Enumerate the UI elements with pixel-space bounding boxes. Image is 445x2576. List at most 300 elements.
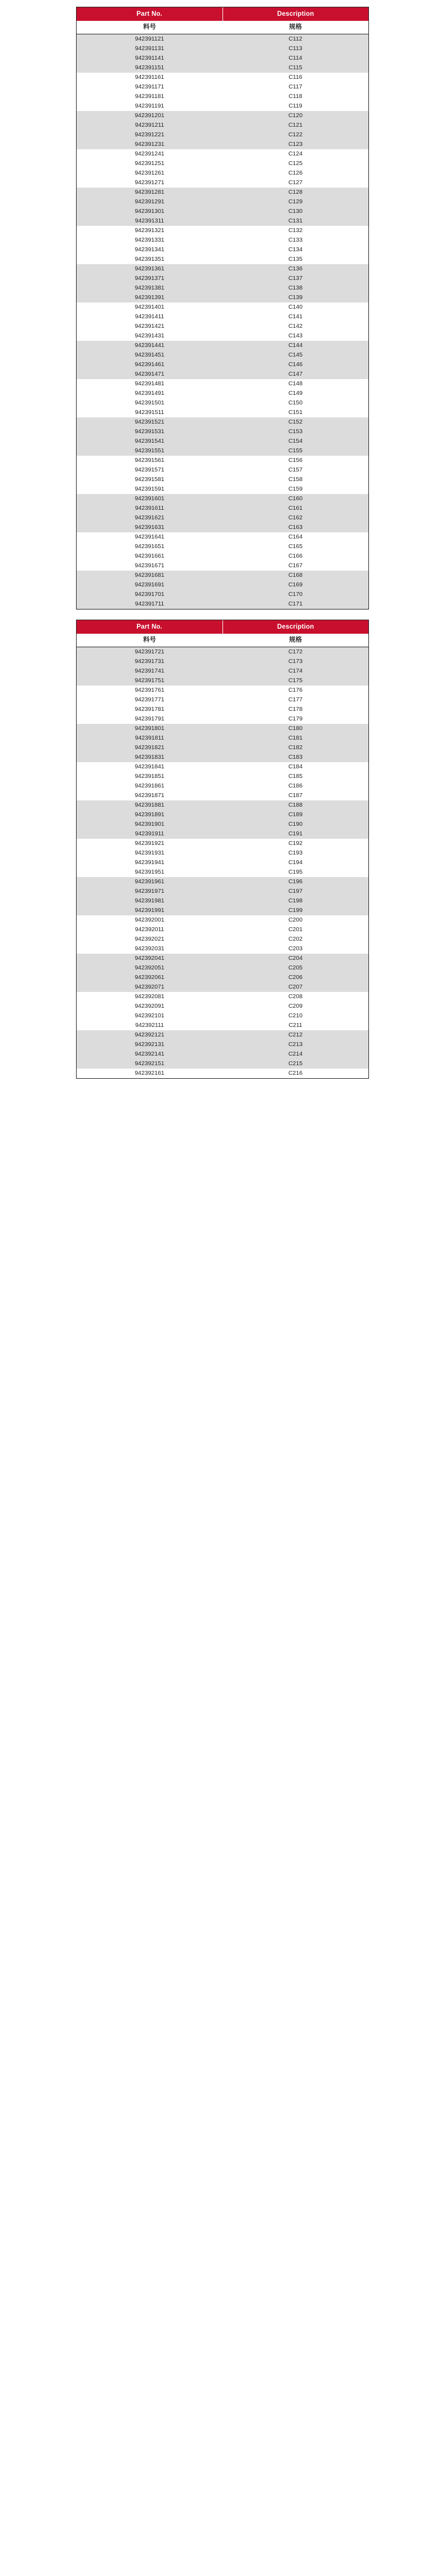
cell-part-no: 942391761 [77,686,222,695]
cell-description: C208 [222,992,368,1002]
table-row [77,389,368,398]
table-row [77,475,368,484]
table-row [77,513,368,523]
cell-part-no: 942391991 [77,906,222,915]
cell-part-no: 942391181 [77,92,222,101]
cell-part-no: 942391741 [77,666,222,676]
cell-part-no: 942391531 [77,427,222,437]
tables-container [0,7,445,1079]
cell-part-no: 942391511 [77,408,222,417]
cell-part-no: 942391231 [77,140,222,149]
table-row [77,695,368,705]
table-row [77,887,368,896]
document-page [0,0,445,1100]
cell-part-no: 942391411 [77,312,222,322]
cell-part-no: 942391781 [77,705,222,714]
cell-description: C182 [222,743,368,753]
table-row [77,379,368,389]
cell-description: C173 [222,657,368,666]
table-row [77,322,368,331]
cell-part-no: 942392071 [77,982,222,992]
cell-description: C201 [222,925,368,935]
cell-description: C192 [222,839,368,848]
table-row [77,226,368,235]
cell-description: C199 [222,906,368,915]
cell-part-no: 942391121 [77,34,222,45]
cell-description: C154 [222,437,368,446]
cell-description: C159 [222,484,368,494]
cell-part-no: 942392111 [77,1021,222,1030]
cell-description: C134 [222,245,368,255]
cell-part-no: 942391391 [77,293,222,302]
cell-part-no: 942391241 [77,149,222,159]
parts-table [77,7,368,609]
cell-part-no: 942391301 [77,207,222,216]
cell-part-no: 942391851 [77,772,222,781]
table-row [77,992,368,1002]
cell-description: C209 [222,1002,368,1011]
cell-part-no: 942391831 [77,753,222,762]
table-row [77,580,368,590]
cell-part-no: 942391491 [77,389,222,398]
cell-part-no: 942391401 [77,302,222,312]
cell-description: C172 [222,647,368,657]
column-header-part-no: Part No. [77,620,222,634]
cell-description: C170 [222,590,368,599]
table-row [77,1059,368,1069]
cell-description: C195 [222,867,368,877]
cell-description: C153 [222,427,368,437]
parts-table [77,620,368,1078]
cell-description: C169 [222,580,368,590]
cell-description: C140 [222,302,368,312]
table-row [77,63,368,73]
cell-description: C147 [222,370,368,379]
cell-part-no: 942391961 [77,877,222,887]
cell-description: C115 [222,63,368,73]
table-row [77,542,368,551]
table-row [77,1049,368,1059]
cell-description: C113 [222,44,368,54]
cell-description: C200 [222,915,368,925]
cell-part-no: 942391941 [77,858,222,867]
table-row [77,571,368,580]
table-row [77,465,368,475]
cell-part-no: 942391151 [77,63,222,73]
cell-part-no: 942391901 [77,820,222,829]
table-row [77,762,368,772]
cell-part-no: 942391271 [77,178,222,188]
table-row [77,398,368,408]
cell-part-no: 942392041 [77,954,222,963]
cell-description: C142 [222,322,368,331]
cell-part-no: 942391811 [77,733,222,743]
table-row [77,159,368,168]
cell-description: C133 [222,235,368,245]
cell-description: C191 [222,829,368,839]
cell-description: C155 [222,446,368,456]
table-row [77,733,368,743]
table-row [77,1011,368,1021]
cell-description: C176 [222,686,368,695]
cell-part-no: 942392131 [77,1040,222,1049]
cell-description: C194 [222,858,368,867]
cell-part-no: 942392011 [77,925,222,935]
cell-part-no: 942391571 [77,465,222,475]
cell-description: C164 [222,532,368,542]
cell-description: C114 [222,54,368,63]
table-row [77,130,368,140]
table-row [77,197,368,207]
table-row [77,810,368,820]
table-row [77,705,368,714]
table-row [77,302,368,312]
cell-description: C196 [222,877,368,887]
table-row [77,140,368,149]
cell-part-no: 942391971 [77,887,222,896]
cell-description: C120 [222,111,368,121]
cell-description: C197 [222,887,368,896]
table-row [77,274,368,283]
cell-description: C122 [222,130,368,140]
cell-part-no: 942391631 [77,523,222,532]
table-subheader-row [77,634,368,647]
cell-part-no: 942391861 [77,781,222,791]
table-row [77,1069,368,1078]
table-row [77,255,368,264]
table-row [77,54,368,63]
cell-description: C143 [222,331,368,341]
cell-part-no: 942392021 [77,935,222,944]
table-row [77,686,368,695]
cell-part-no: 942391461 [77,360,222,370]
cell-description: C152 [222,417,368,427]
cell-description: C137 [222,274,368,283]
cell-part-no: 942391291 [77,197,222,207]
table-row [77,915,368,925]
cell-description: C187 [222,791,368,800]
table-header-row [77,7,368,21]
cell-description: C139 [222,293,368,302]
table-row [77,34,368,45]
cell-description: C175 [222,676,368,686]
table-header-row [77,620,368,634]
cell-part-no: 942391421 [77,322,222,331]
table-row [77,188,368,197]
cell-description: C145 [222,350,368,360]
cell-part-no: 942391321 [77,226,222,235]
cell-part-no: 942391281 [77,188,222,197]
column-header-description: Description [222,7,368,21]
cell-description: C213 [222,1040,368,1049]
cell-part-no: 942391431 [77,331,222,341]
cell-part-no: 942392121 [77,1030,222,1040]
cell-description: C131 [222,216,368,226]
cell-part-no: 942391791 [77,714,222,724]
cell-part-no: 942391981 [77,896,222,906]
cell-part-no: 942391621 [77,513,222,523]
cell-part-no: 942391921 [77,839,222,848]
cell-description: C117 [222,82,368,92]
cell-part-no: 942391841 [77,762,222,772]
cell-part-no: 942391711 [77,599,222,609]
cell-description: C188 [222,800,368,810]
cell-description: C126 [222,168,368,178]
cell-description: C214 [222,1049,368,1059]
table-row [77,264,368,274]
cell-part-no: 942391541 [77,437,222,446]
cell-description: C165 [222,542,368,551]
cell-part-no: 942392001 [77,915,222,925]
cell-part-no: 942391341 [77,245,222,255]
column-subheader-description: 规格 [222,21,368,34]
table-row [77,714,368,724]
parts-table-2 [76,620,369,1079]
cell-description: C211 [222,1021,368,1030]
table-row [77,484,368,494]
table-row [77,590,368,599]
cell-description: C185 [222,772,368,781]
table-row [77,360,368,370]
cell-description: C158 [222,475,368,484]
cell-description: C205 [222,963,368,973]
cell-description: C118 [222,92,368,101]
cell-part-no: 942391581 [77,475,222,484]
cell-part-no: 942391611 [77,504,222,513]
table-row [77,417,368,427]
table-row [77,235,368,245]
table-row [77,867,368,877]
table-row [77,1030,368,1040]
table-row [77,331,368,341]
cell-part-no: 942391931 [77,848,222,858]
table-row [77,963,368,973]
table-row [77,82,368,92]
cell-description: C135 [222,255,368,264]
cell-description: C129 [222,197,368,207]
cell-description: C148 [222,379,368,389]
cell-description: C149 [222,389,368,398]
cell-part-no: 942391131 [77,44,222,54]
cell-part-no: 942391681 [77,571,222,580]
cell-description: C166 [222,551,368,561]
table-row [77,437,368,446]
cell-part-no: 942391721 [77,647,222,657]
table-row [77,791,368,800]
cell-description: C183 [222,753,368,762]
table-row [77,73,368,82]
table-row [77,551,368,561]
cell-description: C163 [222,523,368,532]
cell-part-no: 942392091 [77,1002,222,1011]
cell-description: C160 [222,494,368,504]
cell-part-no: 942391801 [77,724,222,733]
cell-part-no: 942391521 [77,417,222,427]
cell-description: C125 [222,159,368,168]
table-row [77,973,368,982]
table-row [77,829,368,839]
table-row [77,293,368,302]
cell-description: C215 [222,1059,368,1069]
table-row [77,532,368,542]
cell-description: C141 [222,312,368,322]
cell-description: C167 [222,561,368,571]
cell-part-no: 942391671 [77,561,222,571]
cell-part-no: 942391601 [77,494,222,504]
cell-part-no: 942391371 [77,274,222,283]
table-subheader-row [77,21,368,34]
column-subheader-part-no: 料号 [77,634,222,647]
table-row [77,925,368,935]
cell-description: C146 [222,360,368,370]
cell-part-no: 942391161 [77,73,222,82]
table-row [77,935,368,944]
cell-part-no: 942391751 [77,676,222,686]
table-row [77,561,368,571]
table-row [77,666,368,676]
cell-description: C207 [222,982,368,992]
table-row [77,1040,368,1049]
table-row [77,647,368,657]
cell-description: C157 [222,465,368,475]
cell-part-no: 942391201 [77,111,222,121]
cell-part-no: 942391171 [77,82,222,92]
cell-description: C202 [222,935,368,944]
cell-part-no: 942391261 [77,168,222,178]
cell-description: C204 [222,954,368,963]
cell-description: C216 [222,1069,368,1078]
parts-table-1 [76,7,369,609]
table-row [77,954,368,963]
table-row [77,456,368,465]
cell-description: C156 [222,456,368,465]
table-row [77,44,368,54]
cell-part-no: 942392061 [77,973,222,982]
cell-part-no: 942391141 [77,54,222,63]
table-row [77,1021,368,1030]
cell-part-no: 942391251 [77,159,222,168]
cell-description: C179 [222,714,368,724]
column-header-description: Description [222,620,368,634]
cell-description: C151 [222,408,368,417]
cell-description: C177 [222,695,368,705]
cell-description: C190 [222,820,368,829]
cell-part-no: 942391351 [77,255,222,264]
table-row [77,724,368,733]
table-row [77,350,368,360]
cell-part-no: 942392081 [77,992,222,1002]
cell-part-no: 942391701 [77,590,222,599]
table-row [77,1002,368,1011]
cell-part-no: 942391441 [77,341,222,350]
table-row [77,676,368,686]
table-row [77,207,368,216]
table-row [77,168,368,178]
cell-description: C186 [222,781,368,791]
cell-description: C203 [222,944,368,954]
table-row [77,370,368,379]
cell-part-no: 942391361 [77,264,222,274]
cell-description: C119 [222,101,368,111]
cell-description: C132 [222,226,368,235]
table-row [77,848,368,858]
cell-description: C181 [222,733,368,743]
cell-part-no: 942392141 [77,1049,222,1059]
table-row [77,743,368,753]
cell-part-no: 942391911 [77,829,222,839]
cell-part-no: 942392101 [77,1011,222,1021]
table-row [77,820,368,829]
cell-part-no: 942391871 [77,791,222,800]
table-row [77,523,368,532]
cell-description: C161 [222,504,368,513]
column-header-part-no: Part No. [77,7,222,21]
cell-description: C210 [222,1011,368,1021]
cell-part-no: 942391311 [77,216,222,226]
table-row [77,772,368,781]
cell-part-no: 942391381 [77,283,222,293]
cell-part-no: 942391691 [77,580,222,590]
cell-description: C121 [222,121,368,130]
cell-part-no: 942391651 [77,542,222,551]
cell-part-no: 942391561 [77,456,222,465]
cell-description: C198 [222,896,368,906]
cell-part-no: 942391481 [77,379,222,389]
table-row [77,149,368,159]
table-row [77,494,368,504]
cell-description: C138 [222,283,368,293]
cell-part-no: 942391591 [77,484,222,494]
cell-description: C127 [222,178,368,188]
cell-part-no: 942391551 [77,446,222,456]
cell-description: C178 [222,705,368,714]
table-row [77,121,368,130]
cell-description: C116 [222,73,368,82]
cell-part-no: 942392161 [77,1069,222,1078]
table-row [77,283,368,293]
cell-part-no: 942391641 [77,532,222,542]
table-row [77,101,368,111]
table-row [77,753,368,762]
table-row [77,599,368,609]
table-row [77,216,368,226]
table-row [77,111,368,121]
cell-part-no: 942391881 [77,800,222,810]
cell-part-no: 942391891 [77,810,222,820]
column-subheader-description: 规格 [222,634,368,647]
cell-description: C180 [222,724,368,733]
cell-part-no: 942391951 [77,867,222,877]
cell-description: C130 [222,207,368,216]
table-row [77,427,368,437]
cell-part-no: 942392031 [77,944,222,954]
cell-description: C112 [222,34,368,45]
cell-description: C136 [222,264,368,274]
cell-description: C128 [222,188,368,197]
table-row [77,877,368,887]
table-row [77,982,368,992]
cell-part-no: 942392151 [77,1059,222,1069]
table-row [77,178,368,188]
table-row [77,896,368,906]
cell-description: C150 [222,398,368,408]
cell-description: C193 [222,848,368,858]
cell-description: C168 [222,571,368,580]
cell-part-no: 942391661 [77,551,222,561]
table-row [77,858,368,867]
cell-part-no: 942391191 [77,101,222,111]
cell-part-no: 942392051 [77,963,222,973]
